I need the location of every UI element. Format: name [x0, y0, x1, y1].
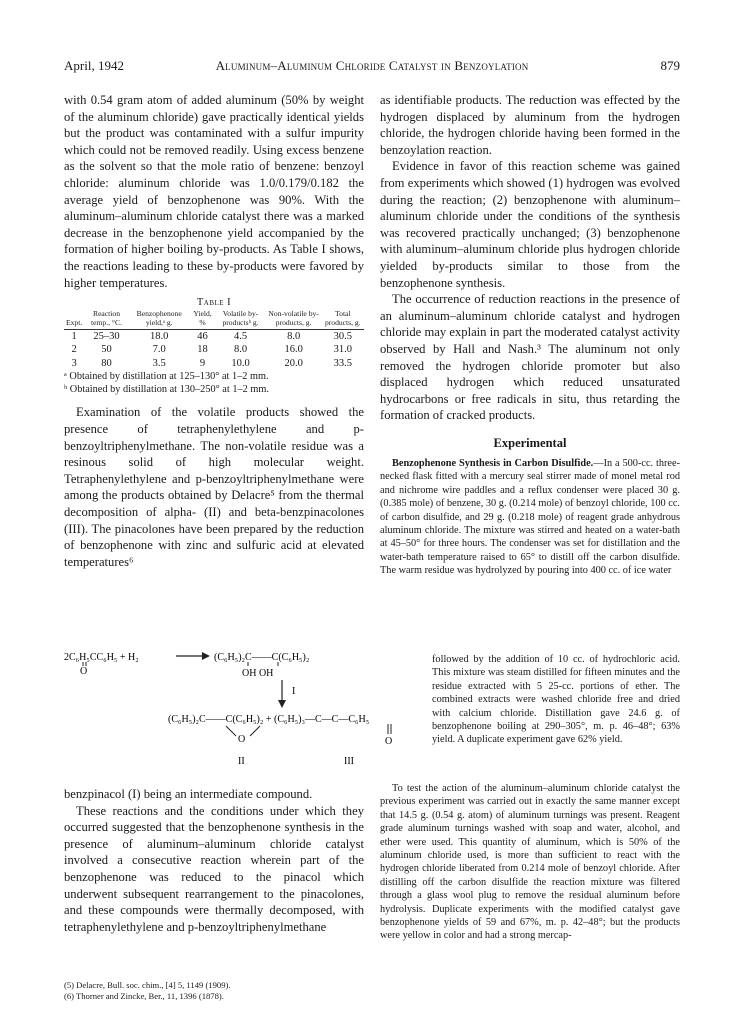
- table-caption: Table I: [196, 297, 232, 309]
- table-footnote-a: ᵃ Obtained by distillation at 125–130° at 1–2 mm.: [64, 371, 269, 383]
- header-date: April, 1942: [64, 58, 124, 73]
- right-column: [380, 92, 680, 578]
- header-title: Aluminum–Aluminum Chloride Catalyst in Benzoylation: [215, 58, 529, 73]
- section-title-experimental: Experimental: [493, 435, 567, 450]
- epoxide-bond: [226, 726, 236, 736]
- table-cell: 1: [71, 330, 77, 342]
- table-cell: 18: [197, 344, 208, 356]
- table-1: [64, 310, 364, 370]
- table-cell: 30.5: [333, 330, 352, 342]
- col-header-total: Total products, g.: [322, 310, 364, 329]
- scheme-label-II: II: [238, 756, 245, 767]
- scheme-hydroxyls: OH OH: [242, 668, 274, 679]
- reference-6: (6) Thorner and Zincke, Ber., 11, 1396 (1878).: [64, 991, 224, 1002]
- running-header: [64, 58, 680, 78]
- left-paragraph-1: with 0.54 gram atom of added aluminum (50% by weight of the aluminum chloride) gave practically identical yields but the product was contaminated with a sulfur impurity which could not be removed readily. Using excess benzene as the solvent so that the mole ratio of benzene: benzoyl chloride: aluminum chloride was 1.0/0.179/0.182 the average yield of benzophenone was 90%. With the aluminum–aluminum chloride catalyst there was a marked decrease in the benzophenone yield accompanied by the formation of higher boiling by-products. As Table I shows, the reactions leading to these by-products were favored by higher temperatures.: [64, 93, 364, 290]
- experimental-paragraph-1-text: —In a 500-cc. three-necked flask fitted with a mercury seal stirrer made of monel metal rod and nichrome wire paddles and a reflux condenser were placed 30 g. (0.385 mole) of benzene, 30 g. (0.214 mole) of benzoyl chloride, 100 cc. of carbon disulfide, and 29 g. (0.218 mole) of reagent grade anhydrous aluminum chloride. The mixture was stirred and heated on a water-bath at 45–50° for three hours. The condenser was set for distillation and the water-bath temperature raised to 65° to distill off the carbon disulfide. The warm residue was hydrolyzed by pouring into 400 cc. of ice water: [380, 457, 680, 577]
- scheme-products: (C₆H₅)₂C——C(C₆H₅)₂ + (C₆H₅)₃—C—C—C₆H₅: [168, 714, 370, 725]
- table-row: [64, 357, 364, 371]
- scheme-oxygen-3: O: [385, 736, 393, 747]
- left-paragraph-3: benzpinacol (I) being an intermediate compound.: [64, 787, 313, 801]
- reaction-scheme: [64, 648, 424, 808]
- experimental-subheading: Benzophenone Synthesis in Carbon Disulfide.: [392, 457, 594, 469]
- scheme-oxygen-2: O: [238, 734, 246, 745]
- scheme-label-III: III: [344, 756, 354, 767]
- scheme-oxygen-1: O: [80, 666, 88, 677]
- table-row: [64, 329, 364, 343]
- experimental-paragraph-2: To test the action of the aluminum–aluminum chloride catalyst the previous experiment was carried out in exactly the same manner except that 14.5 g. (0.54 g. atom) of aluminum turnings was present. Reagent grade aluminum turnings washed with soap and water, alcohol, and ether were used. This quantity of aluminum, which is 50% of the aluminum chloride used, is more than sufficient to react with the hydrogen chloride liberated from 0.214 mole of benzoyl chloride. After distilling off the carbon disulfide the reaction mixture was filtered through a glass wool plug to remove the residual aluminum before hydrolysis. Duplicate experiments with the modified catalyst gave benzophenone yields of 59 and 67%, m. p. 42–48°; but the products were yellow in color and had a strong mercap-: [380, 783, 680, 942]
- table-cell: 25–30: [93, 330, 120, 342]
- scheme-reactant: 2C₆H₅CC₆H₅ + H₂: [64, 652, 139, 663]
- scheme-drawing: [64, 648, 424, 808]
- table-cell: 16.0: [284, 344, 303, 356]
- table-cell: 3.5: [152, 357, 166, 369]
- table-cell: 31.0: [333, 344, 352, 356]
- left-column: [64, 92, 364, 570]
- table-cell: 80: [101, 357, 112, 369]
- table-cell: 18.0: [150, 330, 169, 342]
- table-cell: 3: [71, 357, 77, 369]
- arrow-head: [278, 700, 286, 708]
- right-paragraph-1: as identifiable products. The reduction was effected by the hydrogen displaced by aluminum from the hydrogen chloride, the hydrogen chloride having been formed in the benzoylation reaction.: [380, 93, 680, 157]
- right-paragraph-2: Evidence in favor of this reaction scheme was gained from experiments which showed (1) hydrogen was evolved during the reaction; (2) benzophenone with aluminum–aluminum chloride under the conditions of the synthesis was recovered practically unchanged; (3) benzophenone with aluminum–aluminum chloride plus hydrogen chloride yielded by-products similar to those from the benzophenone synthesis.: [380, 159, 680, 290]
- scheme-label-I: I: [292, 686, 296, 697]
- right-column-lower: [380, 782, 680, 943]
- experimental-paragraph-1: [380, 457, 680, 578]
- table-cell: 33.5: [333, 357, 352, 369]
- col-header-yield: Yield, %: [190, 310, 216, 329]
- col-header-temp: Reaction temp., °C.: [84, 310, 129, 329]
- table-cell: 7.0: [152, 344, 166, 356]
- col-header-nonvolatile: Non-volatile by-products, g.: [266, 310, 322, 329]
- epoxide-bond: [250, 726, 260, 736]
- table-cell: 8.0: [233, 344, 248, 356]
- table-cell: 20.0: [284, 357, 303, 369]
- right-paragraph-3: The occurrence of reduction reactions in the presence of an aluminum–aluminum chloride catalyst and hydrogen chloride may explain in part the moderated catalyst activity observed by Hall and Nash.³ The aluminum not only removed the hydrogen chloride promoter but also displaced hydrogen which reduced unsaturated hydrocarbons or free radicals in situ, thus retarding the formation of cracked products.: [380, 292, 680, 423]
- table-footnote-b: ᵇ Obtained by distillation at 130–250° at 1–2 mm.: [64, 384, 269, 396]
- table-cell: 9: [199, 357, 206, 369]
- experimental-paragraph-1-wrap: followed by the addition of 10 cc. of hydrochloric acid. This mixture was steam distilled for fifteen minutes and the residue extracted with 5 25-cc. portions of ether. The combined extracts were washed chloride free and dried with calcium chloride. Distillation gave 24.6 g. of benzophenone boiling at 290–305°, m. p. 46–48°; 63% yield. A duplicate experiment gave 62% yield.: [432, 654, 680, 746]
- table-cell: 2: [71, 344, 77, 356]
- table-cell: 4.5: [233, 330, 248, 342]
- references: [64, 980, 364, 1002]
- table-header-row: [64, 310, 364, 329]
- col-header-expt: Expt.: [64, 310, 84, 329]
- arrow-head: [202, 652, 210, 660]
- col-header-benzophenone: Benzophenone yield,ᵃ g.: [129, 310, 190, 329]
- table-cell: 10.0: [231, 357, 250, 369]
- table-cell: 8.0: [287, 330, 301, 342]
- table-cell: 46: [197, 330, 208, 342]
- table-row: [64, 343, 364, 357]
- page-number: 879: [660, 58, 680, 73]
- reference-5: (5) Delacre, Bull. soc. chim., [4] 5, 1149 (1909).: [64, 980, 231, 990]
- left-paragraph-2: Examination of the volatile products showed the presence of tetraphenylethylene and p-benzoyltriphenylmethane. The non-volatile residue was a resinous solid of high molecular weight. Tetraphenylethylene and p-benzoyltriphenylmethane were among the products obtained by Delacre⁵ from the thermal decomposition of alpha- (II) and beta-benzpinacolones (III). The pinacolones have been prepared by the reduction of benzophenone with zinc and sulfuric acid at elevated temperatures⁶: [64, 405, 364, 569]
- col-header-volatile: Volatile by-productsᵇ g.: [215, 310, 265, 329]
- left-paragraph-4: These reactions and the conditions under which they occurred suggested that the benzophenone synthesis in the presence of aluminum–aluminum chloride catalyst involved a consecutive reaction wherein part of the benzophenone was reduced to the pinacol which underwent subsequent rearrangement to the pinacolones, and these compounds were thermally decomposed, with tetraphenylethylene and p-benzoyltriphenylmethane: [64, 803, 364, 934]
- scheme-pinacol: (C₆H₅)₂C——C(C₆H₅)₂: [214, 652, 310, 663]
- left-column-lower: [64, 786, 364, 935]
- table-cell: 50: [101, 344, 112, 356]
